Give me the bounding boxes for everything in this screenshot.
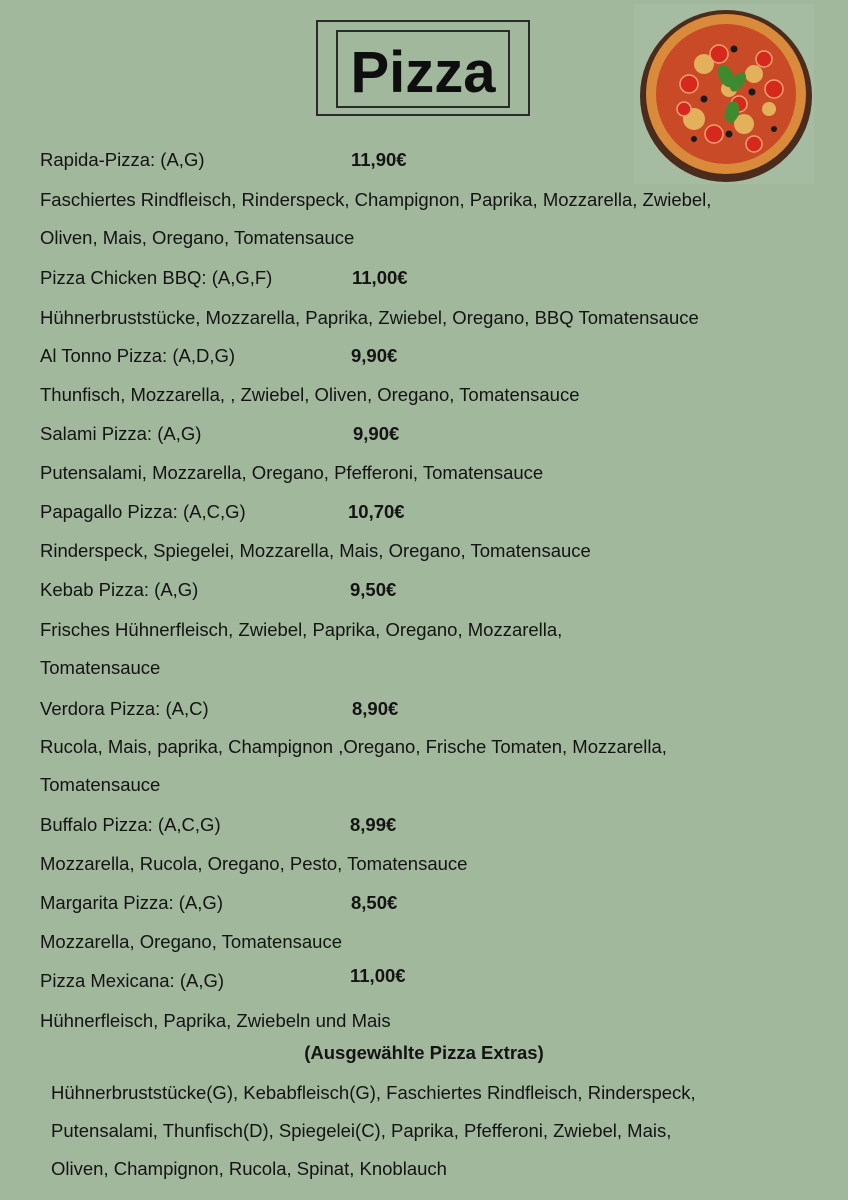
menu-item-price: 9,50€ — [350, 579, 397, 600]
menu-item-desc: Hühnerfleisch, Paprika, Zwiebeln und Mais — [40, 1010, 391, 1031]
menu-item-price: 11,90€ — [351, 149, 407, 170]
extras-line: Oliven, Champignon, Rucola, Spinat, Knoblauch — [51, 1158, 447, 1179]
menu-item-price: 8,90€ — [352, 698, 399, 719]
menu-item-desc: Tomatensauce — [40, 774, 161, 795]
menu-item-desc: Frisches Hühnerfleisch, Zwiebel, Paprika, Oregano, Mozzarella, — [40, 619, 563, 640]
pizza-image — [634, 4, 814, 184]
menu-item-desc: Oliven, Mais, Oregano, Tomatensauce — [40, 227, 355, 248]
menu-item-name: Rapida-Pizza: (A,G) — [40, 149, 205, 170]
menu-item-name: Kebab Pizza: (A,G) — [40, 579, 199, 600]
menu-item-name: Papagallo Pizza: (A,C,G) — [40, 501, 246, 522]
menu-item-desc: Tomatensauce — [40, 657, 161, 678]
menu-item-name: Verdora Pizza: (A,C) — [40, 698, 209, 719]
menu-item-desc: Hühnerbruststücke, Mozzarella, Paprika, Zwiebel, Oregano, BBQ Tomatensauce — [40, 307, 699, 328]
menu-item-price: 8,50€ — [351, 892, 398, 913]
menu-item-name: Pizza Chicken BBQ: (A,G,F) — [40, 267, 273, 288]
menu-item-name: Pizza Mexicana: (A,G) — [40, 970, 225, 991]
menu-item-desc: Mozzarella, Rucola, Oregano, Pesto, Tomatensauce — [40, 853, 468, 874]
menu-item-desc: Putensalami, Mozzarella, Oregano, Pfefferoni, Tomatensauce — [40, 462, 544, 483]
menu-item-price: 9,90€ — [353, 423, 400, 444]
menu-item-desc: Faschiertes Rindfleisch, Rinderspeck, Champignon, Paprika, Mozzarella, Zwiebel, — [40, 189, 712, 210]
menu-item-price: 9,90€ — [351, 345, 398, 366]
extras-title: (Ausgewählte Pizza Extras) — [304, 1042, 544, 1063]
menu-item-desc: Mozzarella, Oregano, Tomatensauce — [40, 931, 342, 952]
page-title: Pizza — [350, 40, 496, 105]
menu-item-name: Buffalo Pizza: (A,C,G) — [40, 814, 221, 835]
menu-item-price: 8,99€ — [350, 814, 397, 835]
menu-item-price: 11,00€ — [352, 267, 408, 288]
menu-item-name: Salami Pizza: (A,G) — [40, 423, 202, 444]
menu-item-desc: Rucola, Mais, paprika, Champignon ,Oregano, Frische Tomaten, Mozzarella, — [40, 736, 667, 757]
menu-item-price: 11,00€ — [350, 965, 406, 986]
menu-item-price: 10,70€ — [348, 501, 405, 522]
menu-item-name: Margarita Pizza: (A,G) — [40, 892, 223, 913]
menu-item-desc: Thunfisch, Mozzarella, , Zwiebel, Oliven, Oregano, Tomatensauce — [40, 384, 580, 405]
menu-item-name: Al Tonno Pizza: (A,D,G) — [40, 345, 236, 366]
extras-line: Putensalami, Thunfisch(D), Spiegelei(C), Paprika, Pfefferoni, Zwiebel, Mais, — [51, 1120, 672, 1141]
extras-line: Hühnerbruststücke(G), Kebabfleisch(G), Faschiertes Rindfleisch, Rinderspeck, — [51, 1082, 696, 1103]
menu-item-desc: Rinderspeck, Spiegelei, Mozzarella, Mais, Oregano, Tomatensauce — [40, 540, 591, 561]
